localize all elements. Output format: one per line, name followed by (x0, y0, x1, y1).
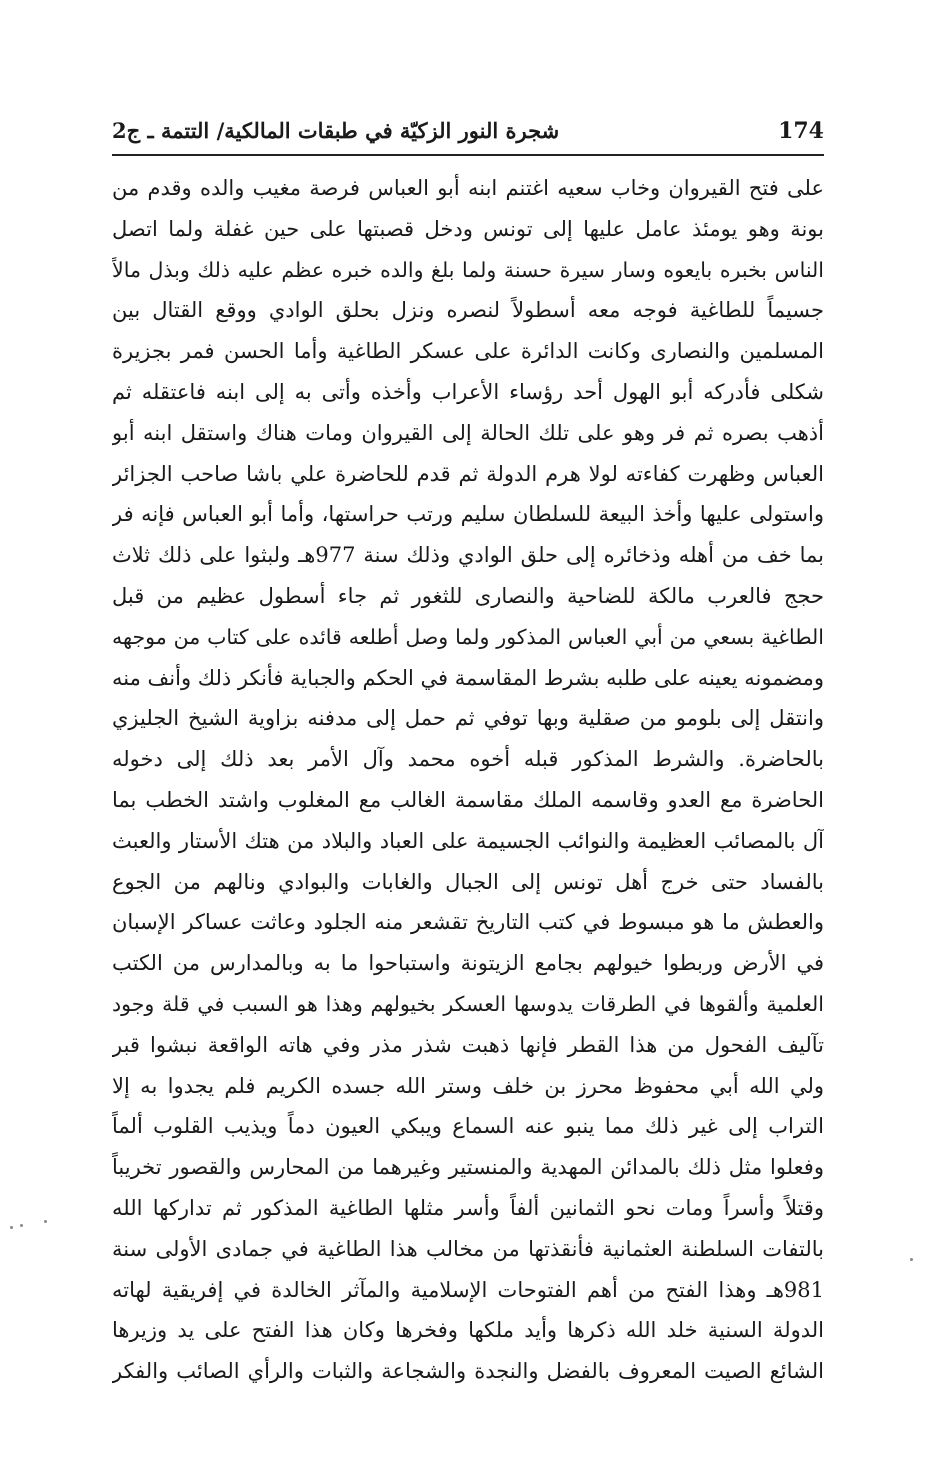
text-line: الحاضرة مع العدو وقاسمه الملك مقاسمة الغالب مع المغلوب واشتد الخطب بما (112, 787, 824, 812)
text-line: بونة وهو يومئذ عامل عليها إلى تونس ودخل قصبتها على حين غفلة ولما اتصل (112, 216, 824, 241)
text-line: 981هـ وهذا الفتح من أهم الفتوحات الإسلامية والمآثر الخالدة في إفريقية لهاته (112, 1277, 824, 1302)
text-line: الطاغية بسعي من أبي العباس المذكور ولما وصل أطلعه قائده على كتاب من موجهه (112, 624, 824, 649)
text-line: وقتلاً وأسراً ومات نحو الثمانين ألفاً وأسر مثلها الطاغية المذكور ثم تداركها الله (112, 1195, 824, 1220)
text-line: واستولى عليها وأخذ البيعة للسلطان سليم ورتب حراستها، وأما أبو العباس فإنه فر (112, 502, 824, 527)
text-line: ولي الله أبي محفوظ محرز بن خلف وستر الله جسده الكريم فلم يجدوا به إلا (112, 1073, 824, 1098)
text-line: شكلى فأدركه أبو الهول أحد رؤساء الأعراب وأخذه وأتى به إلى ابنه فاعتقله ثم (112, 379, 824, 404)
text-line: بما خف من أهله وذخائره إلى حلق الوادي وذلك سنة 977هـ ولبثوا على ذلك ثلاث (112, 543, 824, 568)
text-line: جسيماً للطاغية فوجه معه أسطولاً لنصره ونزل بحلق الوادي ووقع القتال بين (112, 298, 824, 323)
text-line: أذهب بصره ثم فر وهو على تلك الحالة إلى القيروان ومات هناك واستقل ابنه أبو (112, 420, 824, 445)
text-line: بالفساد حتى خرج أهل تونس إلى الجبال والغابات والبوادي ونالهم من الجوع (112, 869, 824, 894)
text-line: العباس وظهرت كفاءته لولا هرم الدولة ثم قدم للحاضرة علي باشا صاحب الجزائر (112, 461, 824, 486)
running-header (112, 118, 824, 152)
text-line: الشائع الصيت المعروف بالفضل والنجدة والشجاعة والثبات والرأي الصائب والفكر (112, 1359, 824, 1384)
body-text (112, 168, 824, 1392)
text-line: ومضمونه يعينه على طلبه بشرط المقاسمة في الحكم والجباية فأنكر ذلك وأنف منه (112, 665, 824, 690)
text-line: على فتح القيروان وخاب سعيه اغتنم ابنه أبو العباس فرصة مغيب والده وقدم من (112, 176, 824, 200)
text-line: آل بالمصائب العظيمة والنوائب الجسيمة على العباد والبلاد من هتك الأستار والعبث (112, 828, 824, 853)
text-line: تآليف الفحول من هذا القطر فإنها ذهبت شذر مذر وفي هاته الواقعة نبشوا قبر (112, 1032, 824, 1057)
scan-speck (10, 1226, 13, 1229)
text-line: التراب إلى غير ذلك مما ينبو عنه السماع ويبكي العيون دماً ويذيب القلوب ألماً (112, 1114, 824, 1139)
scan-speck (44, 1220, 47, 1223)
scan-speck (910, 1258, 913, 1261)
text-line: في الأرض وربطوا خيولهم بجامع الزيتونة واستباحوا ما به وبالمدارس من الكتب (112, 951, 824, 976)
header-rule (112, 154, 824, 156)
text-line: حجج فالعرب مالكة للضاحية والنصارى للثغور ثم جاء أسطول عظيم من قبل (112, 583, 824, 608)
text-line: العلمية وألقوها في الطرقات يدوسها العسكر بخيولهم وهذا هو السبب في قلة وجود (112, 991, 824, 1016)
scan-speck (20, 1224, 23, 1227)
text-line: الدولة السنية خلد الله ذكرها وأيد ملكها وفخرها وكان هذا الفتح على يد وزيرها (112, 1318, 824, 1343)
text-line: بالحاضرة. والشرط المذكور قبله أخوه محمد وآل الأمر بعد ذلك إلى دخوله (112, 747, 824, 772)
text-line: وفعلوا مثل ذلك بالمدائن المهدية والمنستير وغيرهما من المحارس والقصور تخريباً (112, 1155, 824, 1180)
text-line: المسلمين والنصارى وكانت الدائرة على عسكر الطاغية وأما الحسن فمر بجزيرة (112, 339, 824, 364)
running-title: شجرة النور الزكيّة في طبقات المالكية/ التتمة ـ ج2 (112, 118, 560, 143)
text-line: وانتقل إلى بلومو من صقلية وبها توفي ثم حمل إلى مدفنه بزاوية الشيخ الجليزي (112, 706, 824, 731)
page-number: 174 (778, 118, 824, 144)
text-line: الناس بخبره بايعوه وسار سيرة حسنة ولما بلغ والده خبره عظم عليه ذلك وبذل مالاً (112, 257, 824, 282)
text-line: بالتفات السلطنة العثمانية فأنقذتها من مخالب هذا الطاغية في جمادى الأولى سنة (112, 1236, 824, 1261)
text-line: والعطش ما هو مبسوط في كتب التاريخ تقشعر منه الجلود وعاثت عساكر الإسبان (112, 910, 824, 935)
